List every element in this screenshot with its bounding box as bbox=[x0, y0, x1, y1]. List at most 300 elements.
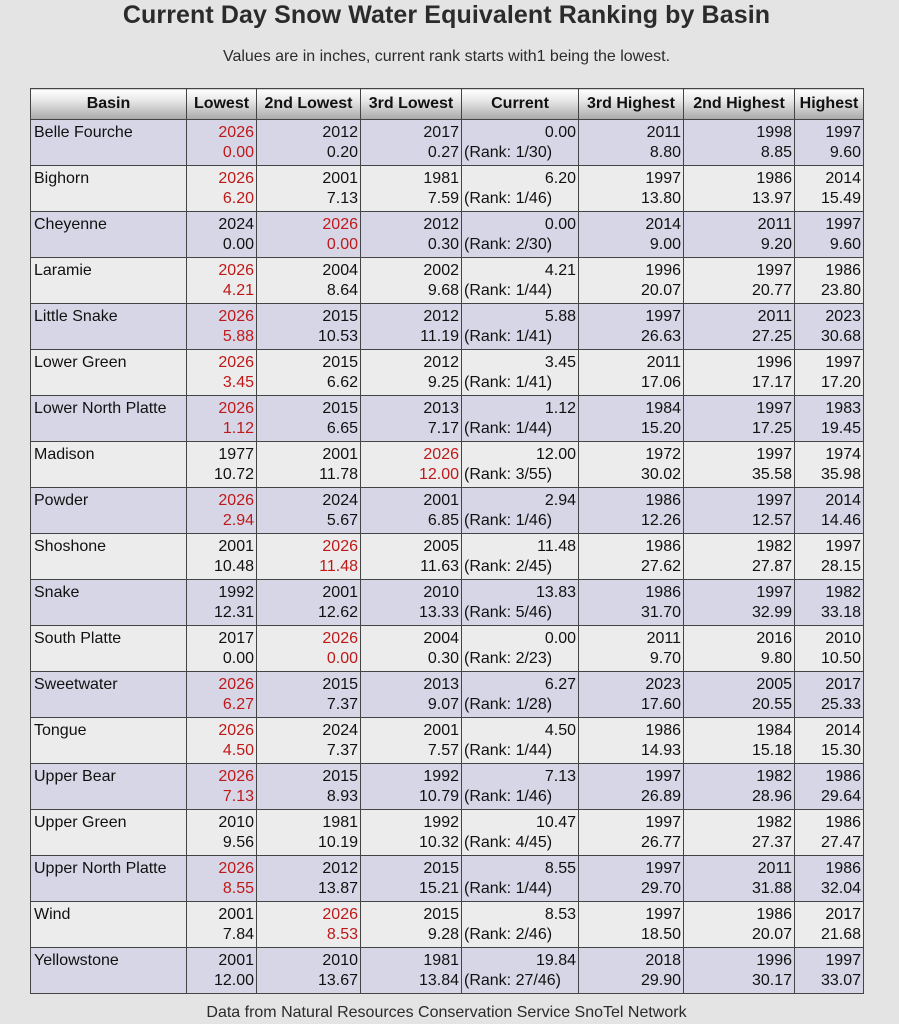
year-value: 2005 bbox=[756, 676, 792, 693]
swe-value: 13.33 bbox=[418, 604, 459, 621]
second-highest-cell bbox=[684, 626, 795, 672]
third-highest-cell bbox=[579, 810, 684, 856]
ranking-table bbox=[30, 88, 864, 994]
swe-value: 31.88 bbox=[751, 880, 792, 897]
third-highest-cell bbox=[579, 580, 684, 626]
current-rank: (Rank: 1/41) bbox=[464, 328, 553, 345]
lowest-cell bbox=[187, 810, 257, 856]
year-value: 2011 bbox=[646, 354, 681, 371]
third-lowest-cell bbox=[361, 948, 462, 994]
swe-value: 11.48 bbox=[319, 558, 358, 575]
second-highest-cell bbox=[684, 672, 795, 718]
year-value: 2001 bbox=[218, 538, 254, 555]
year-value: 1981 bbox=[423, 170, 459, 187]
year-value: 1986 bbox=[756, 906, 792, 923]
column-header-2nd-lowest[interactable]: 2nd Lowest bbox=[257, 89, 361, 120]
swe-value: 1.12 bbox=[222, 420, 254, 437]
current-cell bbox=[462, 534, 579, 580]
highest-cell bbox=[795, 396, 864, 442]
swe-value: 7.17 bbox=[427, 420, 459, 437]
highest-cell bbox=[795, 166, 864, 212]
third-lowest-cell bbox=[361, 626, 462, 672]
swe-value: 0.00 bbox=[222, 144, 254, 161]
year-value: 1982 bbox=[825, 584, 861, 601]
table-row bbox=[31, 856, 864, 902]
highest-cell bbox=[795, 810, 864, 856]
year-value: 1992 bbox=[218, 584, 254, 601]
year-value: 1997 bbox=[825, 354, 861, 371]
table-row bbox=[31, 304, 864, 350]
swe-value: 6.27 bbox=[222, 696, 254, 713]
swe-value: 12.31 bbox=[213, 604, 254, 621]
current-value: 6.27 bbox=[544, 676, 576, 693]
highest-cell bbox=[795, 672, 864, 718]
current-cell bbox=[462, 580, 579, 626]
lowest-cell bbox=[187, 350, 257, 396]
lowest-cell bbox=[187, 166, 257, 212]
swe-value: 33.18 bbox=[820, 604, 861, 621]
current-value: 0.00 bbox=[544, 630, 576, 647]
current-value: 4.21 bbox=[544, 262, 576, 279]
column-header-current[interactable]: Current bbox=[462, 89, 579, 120]
swe-value: 33.07 bbox=[820, 972, 861, 989]
year-value: 1997 bbox=[645, 308, 681, 325]
swe-value: 27.25 bbox=[751, 328, 792, 345]
current-cell bbox=[462, 258, 579, 304]
swe-value: 10.79 bbox=[418, 788, 459, 805]
current-value: 11.48 bbox=[537, 538, 576, 555]
second-lowest-cell bbox=[257, 304, 361, 350]
current-rank: (Rank: 1/46) bbox=[464, 190, 553, 207]
swe-value: 15.30 bbox=[820, 742, 861, 759]
swe-value: 0.30 bbox=[427, 650, 459, 667]
year-value: 2010 bbox=[322, 952, 358, 969]
current-cell bbox=[462, 396, 579, 442]
table-row bbox=[31, 350, 864, 396]
year-value: 1996 bbox=[645, 262, 681, 279]
swe-value: 27.47 bbox=[820, 834, 861, 851]
second-lowest-cell bbox=[257, 626, 361, 672]
year-value: 2010 bbox=[218, 814, 254, 831]
third-lowest-cell bbox=[361, 718, 462, 764]
current-cell bbox=[462, 626, 579, 672]
swe-value: 3.45 bbox=[222, 374, 254, 391]
current-cell bbox=[462, 810, 579, 856]
third-lowest-cell bbox=[361, 856, 462, 902]
column-header-2nd-highest[interactable]: 2nd Highest bbox=[684, 89, 795, 120]
lowest-cell bbox=[187, 580, 257, 626]
year-value: 1997 bbox=[645, 906, 681, 923]
swe-value: 28.15 bbox=[820, 558, 861, 575]
year-value: 2005 bbox=[423, 538, 459, 555]
swe-value: 0.30 bbox=[427, 236, 459, 253]
swe-value: 31.70 bbox=[640, 604, 681, 621]
second-highest-cell bbox=[684, 580, 795, 626]
footer-note: Data from Natural Resources Conservation Service SnoTel Network bbox=[206, 1004, 687, 1021]
table-row bbox=[31, 764, 864, 810]
year-value: 1981 bbox=[423, 952, 459, 969]
year-value: 2014 bbox=[825, 170, 861, 187]
swe-value: 10.48 bbox=[213, 558, 254, 575]
swe-value: 32.04 bbox=[820, 880, 861, 897]
year-value: 1984 bbox=[645, 400, 681, 417]
current-value: 12.00 bbox=[535, 446, 576, 463]
year-value: 2017 bbox=[423, 124, 459, 141]
swe-value: 30.02 bbox=[640, 466, 681, 483]
swe-value: 8.93 bbox=[326, 788, 358, 805]
swe-value: 27.37 bbox=[751, 834, 792, 851]
swe-value: 6.62 bbox=[326, 374, 358, 391]
current-rank: (Rank: 27/46) bbox=[464, 972, 561, 989]
second-lowest-cell bbox=[257, 350, 361, 396]
swe-value: 11.19 bbox=[420, 328, 459, 345]
table-row bbox=[31, 948, 864, 994]
swe-value: 6.20 bbox=[222, 190, 254, 207]
year-value: 2026 bbox=[322, 906, 358, 923]
third-lowest-cell bbox=[361, 120, 462, 166]
swe-value: 14.46 bbox=[820, 512, 861, 529]
current-value: 3.45 bbox=[544, 354, 576, 371]
basin-name: Upper Green bbox=[31, 810, 187, 856]
lowest-cell bbox=[187, 948, 257, 994]
basin-name: Upper Bear bbox=[31, 764, 187, 810]
year-value: 1996 bbox=[756, 952, 792, 969]
current-value: 7.13 bbox=[544, 768, 576, 785]
swe-value: 11.78 bbox=[319, 466, 358, 483]
lowest-cell bbox=[187, 304, 257, 350]
current-value: 5.88 bbox=[544, 308, 576, 325]
second-highest-cell bbox=[684, 442, 795, 488]
swe-value: 0.00 bbox=[326, 650, 358, 667]
year-value: 2001 bbox=[423, 722, 459, 739]
lowest-cell bbox=[187, 672, 257, 718]
swe-value: 25.33 bbox=[820, 696, 861, 713]
page-subtitle: Values are in inches, current rank starts with1 being the lowest. bbox=[222, 48, 671, 65]
lowest-cell bbox=[187, 442, 257, 488]
second-highest-cell bbox=[684, 856, 795, 902]
swe-value: 8.55 bbox=[222, 880, 254, 897]
swe-value: 15.20 bbox=[640, 420, 681, 437]
swe-value: 7.13 bbox=[222, 788, 254, 805]
swe-value: 30.17 bbox=[751, 972, 792, 989]
page-title: Current Day Snow Water Equivalent Ranking by Basin bbox=[122, 1, 771, 29]
second-highest-cell bbox=[684, 120, 795, 166]
year-value: 1982 bbox=[756, 538, 792, 555]
swe-value: 26.77 bbox=[640, 834, 681, 851]
table-row bbox=[31, 580, 864, 626]
current-value: 1.12 bbox=[544, 400, 576, 417]
year-value: 2026 bbox=[218, 262, 254, 279]
year-value: 2010 bbox=[423, 584, 459, 601]
second-highest-cell bbox=[684, 718, 795, 764]
year-value: 1997 bbox=[756, 584, 792, 601]
lowest-cell bbox=[187, 534, 257, 580]
year-value: 2012 bbox=[423, 308, 459, 325]
current-cell bbox=[462, 902, 579, 948]
highest-cell bbox=[795, 120, 864, 166]
table-row bbox=[31, 120, 864, 166]
highest-cell bbox=[795, 580, 864, 626]
swe-value: 6.85 bbox=[427, 512, 459, 529]
current-value: 10.47 bbox=[535, 814, 576, 831]
year-value: 2023 bbox=[825, 308, 861, 325]
year-value: 1984 bbox=[756, 722, 792, 739]
swe-value: 12.00 bbox=[213, 972, 254, 989]
year-value: 1977 bbox=[218, 446, 254, 463]
year-value: 2001 bbox=[322, 446, 358, 463]
year-value: 2011 bbox=[757, 216, 792, 233]
table-row bbox=[31, 442, 864, 488]
second-lowest-cell bbox=[257, 810, 361, 856]
column-header-basin[interactable]: Basin bbox=[31, 89, 187, 120]
swe-value: 29.64 bbox=[820, 788, 861, 805]
year-value: 2017 bbox=[218, 630, 254, 647]
lowest-cell bbox=[187, 258, 257, 304]
third-lowest-cell bbox=[361, 350, 462, 396]
year-value: 2011 bbox=[646, 124, 681, 141]
second-lowest-cell bbox=[257, 948, 361, 994]
year-value: 2024 bbox=[322, 492, 358, 509]
second-lowest-cell bbox=[257, 902, 361, 948]
table-row bbox=[31, 534, 864, 580]
year-value: 2014 bbox=[645, 216, 681, 233]
year-value: 1981 bbox=[322, 814, 358, 831]
swe-value: 29.70 bbox=[640, 880, 681, 897]
third-highest-cell bbox=[579, 120, 684, 166]
year-value: 2015 bbox=[423, 906, 459, 923]
current-rank: (Rank: 5/46) bbox=[464, 604, 553, 621]
basin-name: Snake bbox=[31, 580, 187, 626]
second-lowest-cell bbox=[257, 212, 361, 258]
year-value: 1996 bbox=[756, 354, 792, 371]
lowest-cell bbox=[187, 120, 257, 166]
swe-value: 9.68 bbox=[427, 282, 459, 299]
header-row bbox=[31, 89, 864, 120]
swe-value: 13.67 bbox=[317, 972, 358, 989]
third-highest-cell bbox=[579, 212, 684, 258]
swe-value: 7.84 bbox=[222, 926, 254, 943]
year-value: 2004 bbox=[423, 630, 459, 647]
swe-value: 20.55 bbox=[751, 696, 792, 713]
column-header-highest[interactable]: Highest bbox=[795, 89, 864, 120]
third-lowest-cell bbox=[361, 902, 462, 948]
swe-value: 9.60 bbox=[829, 236, 861, 253]
lowest-cell bbox=[187, 626, 257, 672]
year-value: 1998 bbox=[756, 124, 792, 141]
year-value: 1986 bbox=[645, 584, 681, 601]
swe-value: 4.50 bbox=[222, 742, 254, 759]
year-value: 1997 bbox=[645, 860, 681, 877]
highest-cell bbox=[795, 350, 864, 396]
year-value: 1997 bbox=[645, 768, 681, 785]
swe-value: 13.87 bbox=[317, 880, 358, 897]
third-lowest-cell bbox=[361, 810, 462, 856]
third-lowest-cell bbox=[361, 442, 462, 488]
second-highest-cell bbox=[684, 488, 795, 534]
current-cell bbox=[462, 948, 579, 994]
current-value: 6.20 bbox=[544, 170, 576, 187]
year-value: 2001 bbox=[218, 906, 254, 923]
year-value: 1982 bbox=[756, 768, 792, 785]
third-lowest-cell bbox=[361, 672, 462, 718]
swe-value: 17.60 bbox=[640, 696, 681, 713]
third-highest-cell bbox=[579, 764, 684, 810]
current-value: 4.50 bbox=[544, 722, 576, 739]
swe-value: 8.85 bbox=[760, 144, 792, 161]
year-value: 1972 bbox=[645, 446, 681, 463]
lowest-cell bbox=[187, 718, 257, 764]
year-value: 2010 bbox=[825, 630, 861, 647]
highest-cell bbox=[795, 902, 864, 948]
second-lowest-cell bbox=[257, 166, 361, 212]
current-rank: (Rank: 1/46) bbox=[464, 512, 553, 529]
second-highest-cell bbox=[684, 534, 795, 580]
third-lowest-cell bbox=[361, 534, 462, 580]
swe-value: 12.57 bbox=[751, 512, 792, 529]
year-value: 2026 bbox=[218, 400, 254, 417]
third-highest-cell bbox=[579, 672, 684, 718]
year-value: 2026 bbox=[218, 768, 254, 785]
year-value: 2001 bbox=[218, 952, 254, 969]
swe-value: 18.50 bbox=[640, 926, 681, 943]
second-highest-cell bbox=[684, 212, 795, 258]
basin-name: Belle Fourche bbox=[31, 120, 187, 166]
current-cell bbox=[462, 442, 579, 488]
year-value: 2014 bbox=[825, 722, 861, 739]
swe-value: 0.00 bbox=[326, 236, 358, 253]
current-rank: (Rank: 1/46) bbox=[464, 788, 553, 805]
swe-value: 8.64 bbox=[326, 282, 358, 299]
table-row bbox=[31, 396, 864, 442]
second-lowest-cell bbox=[257, 580, 361, 626]
second-lowest-cell bbox=[257, 442, 361, 488]
lowest-cell bbox=[187, 212, 257, 258]
swe-value: 35.58 bbox=[751, 466, 792, 483]
year-value: 2011 bbox=[757, 860, 792, 877]
column-header-lowest[interactable]: Lowest bbox=[187, 89, 257, 120]
year-value: 2026 bbox=[218, 170, 254, 187]
lowest-cell bbox=[187, 856, 257, 902]
swe-value: 0.27 bbox=[427, 144, 459, 161]
current-rank: (Rank: 1/28) bbox=[464, 696, 553, 713]
swe-value: 9.07 bbox=[427, 696, 459, 713]
current-rank: (Rank: 2/30) bbox=[464, 236, 553, 253]
basin-name: Bighorn bbox=[31, 166, 187, 212]
swe-value: 20.07 bbox=[640, 282, 681, 299]
current-cell bbox=[462, 672, 579, 718]
year-value: 1997 bbox=[825, 216, 861, 233]
basin-name: Lower Green bbox=[31, 350, 187, 396]
year-value: 1997 bbox=[756, 446, 792, 463]
year-value: 2012 bbox=[423, 216, 459, 233]
column-header-3rd-lowest[interactable]: 3rd Lowest bbox=[361, 89, 462, 120]
third-highest-cell bbox=[579, 902, 684, 948]
year-value: 1997 bbox=[756, 400, 792, 417]
basin-name: Sweetwater bbox=[31, 672, 187, 718]
table-row bbox=[31, 672, 864, 718]
year-value: 1992 bbox=[423, 814, 459, 831]
table-row bbox=[31, 626, 864, 672]
swe-value: 9.80 bbox=[760, 650, 792, 667]
swe-value: 10.50 bbox=[820, 650, 861, 667]
swe-value: 30.68 bbox=[820, 328, 861, 345]
highest-cell bbox=[795, 304, 864, 350]
year-value: 2018 bbox=[645, 952, 681, 969]
year-value: 2026 bbox=[322, 538, 358, 555]
current-rank: (Rank: 1/41) bbox=[464, 374, 553, 391]
year-value: 2001 bbox=[423, 492, 459, 509]
table-row bbox=[31, 212, 864, 258]
highest-cell bbox=[795, 718, 864, 764]
current-rank: (Rank: 2/46) bbox=[464, 926, 553, 943]
third-highest-cell bbox=[579, 350, 684, 396]
basin-name: Laramie bbox=[31, 258, 187, 304]
swe-value: 11.63 bbox=[420, 558, 459, 575]
basin-name: Cheyenne bbox=[31, 212, 187, 258]
swe-value: 9.60 bbox=[829, 144, 861, 161]
basin-name: Tongue bbox=[31, 718, 187, 764]
second-highest-cell bbox=[684, 304, 795, 350]
swe-value: 12.00 bbox=[418, 466, 459, 483]
year-value: 2015 bbox=[322, 676, 358, 693]
year-value: 2001 bbox=[322, 170, 358, 187]
third-highest-cell bbox=[579, 626, 684, 672]
second-lowest-cell bbox=[257, 672, 361, 718]
year-value: 2026 bbox=[322, 630, 358, 647]
current-rank: (Rank: 1/44) bbox=[464, 282, 553, 299]
year-value: 2016 bbox=[756, 630, 792, 647]
second-highest-cell bbox=[684, 948, 795, 994]
current-rank: (Rank: 3/55) bbox=[464, 466, 553, 483]
current-rank: (Rank: 2/45) bbox=[464, 558, 553, 575]
year-value: 2012 bbox=[322, 860, 358, 877]
swe-value: 7.57 bbox=[427, 742, 459, 759]
second-highest-cell bbox=[684, 350, 795, 396]
swe-value: 8.53 bbox=[326, 926, 358, 943]
highest-cell bbox=[795, 442, 864, 488]
second-highest-cell bbox=[684, 166, 795, 212]
lowest-cell bbox=[187, 488, 257, 534]
swe-value: 0.00 bbox=[222, 236, 254, 253]
swe-value: 7.13 bbox=[326, 190, 358, 207]
year-value: 1997 bbox=[756, 492, 792, 509]
basin-name: South Platte bbox=[31, 626, 187, 672]
table-row bbox=[31, 166, 864, 212]
highest-cell bbox=[795, 764, 864, 810]
second-lowest-cell bbox=[257, 534, 361, 580]
year-value: 2011 bbox=[757, 308, 792, 325]
swe-value: 17.20 bbox=[820, 374, 861, 391]
year-value: 2017 bbox=[825, 676, 861, 693]
highest-cell bbox=[795, 856, 864, 902]
swe-value: 20.77 bbox=[751, 282, 792, 299]
swe-value: 15.21 bbox=[418, 880, 459, 897]
third-highest-cell bbox=[579, 258, 684, 304]
current-rank: (Rank: 4/45) bbox=[464, 834, 553, 851]
basin-name: Wind bbox=[31, 902, 187, 948]
third-highest-cell bbox=[579, 856, 684, 902]
year-value: 1986 bbox=[645, 538, 681, 555]
year-value: 1986 bbox=[825, 768, 861, 785]
swe-value: 10.19 bbox=[317, 834, 358, 851]
swe-value: 20.07 bbox=[751, 926, 792, 943]
third-lowest-cell bbox=[361, 258, 462, 304]
swe-value: 13.84 bbox=[418, 972, 459, 989]
swe-value: 17.25 bbox=[751, 420, 792, 437]
third-highest-cell bbox=[579, 396, 684, 442]
year-value: 1983 bbox=[825, 400, 861, 417]
column-header-3rd-highest[interactable]: 3rd Highest bbox=[579, 89, 684, 120]
